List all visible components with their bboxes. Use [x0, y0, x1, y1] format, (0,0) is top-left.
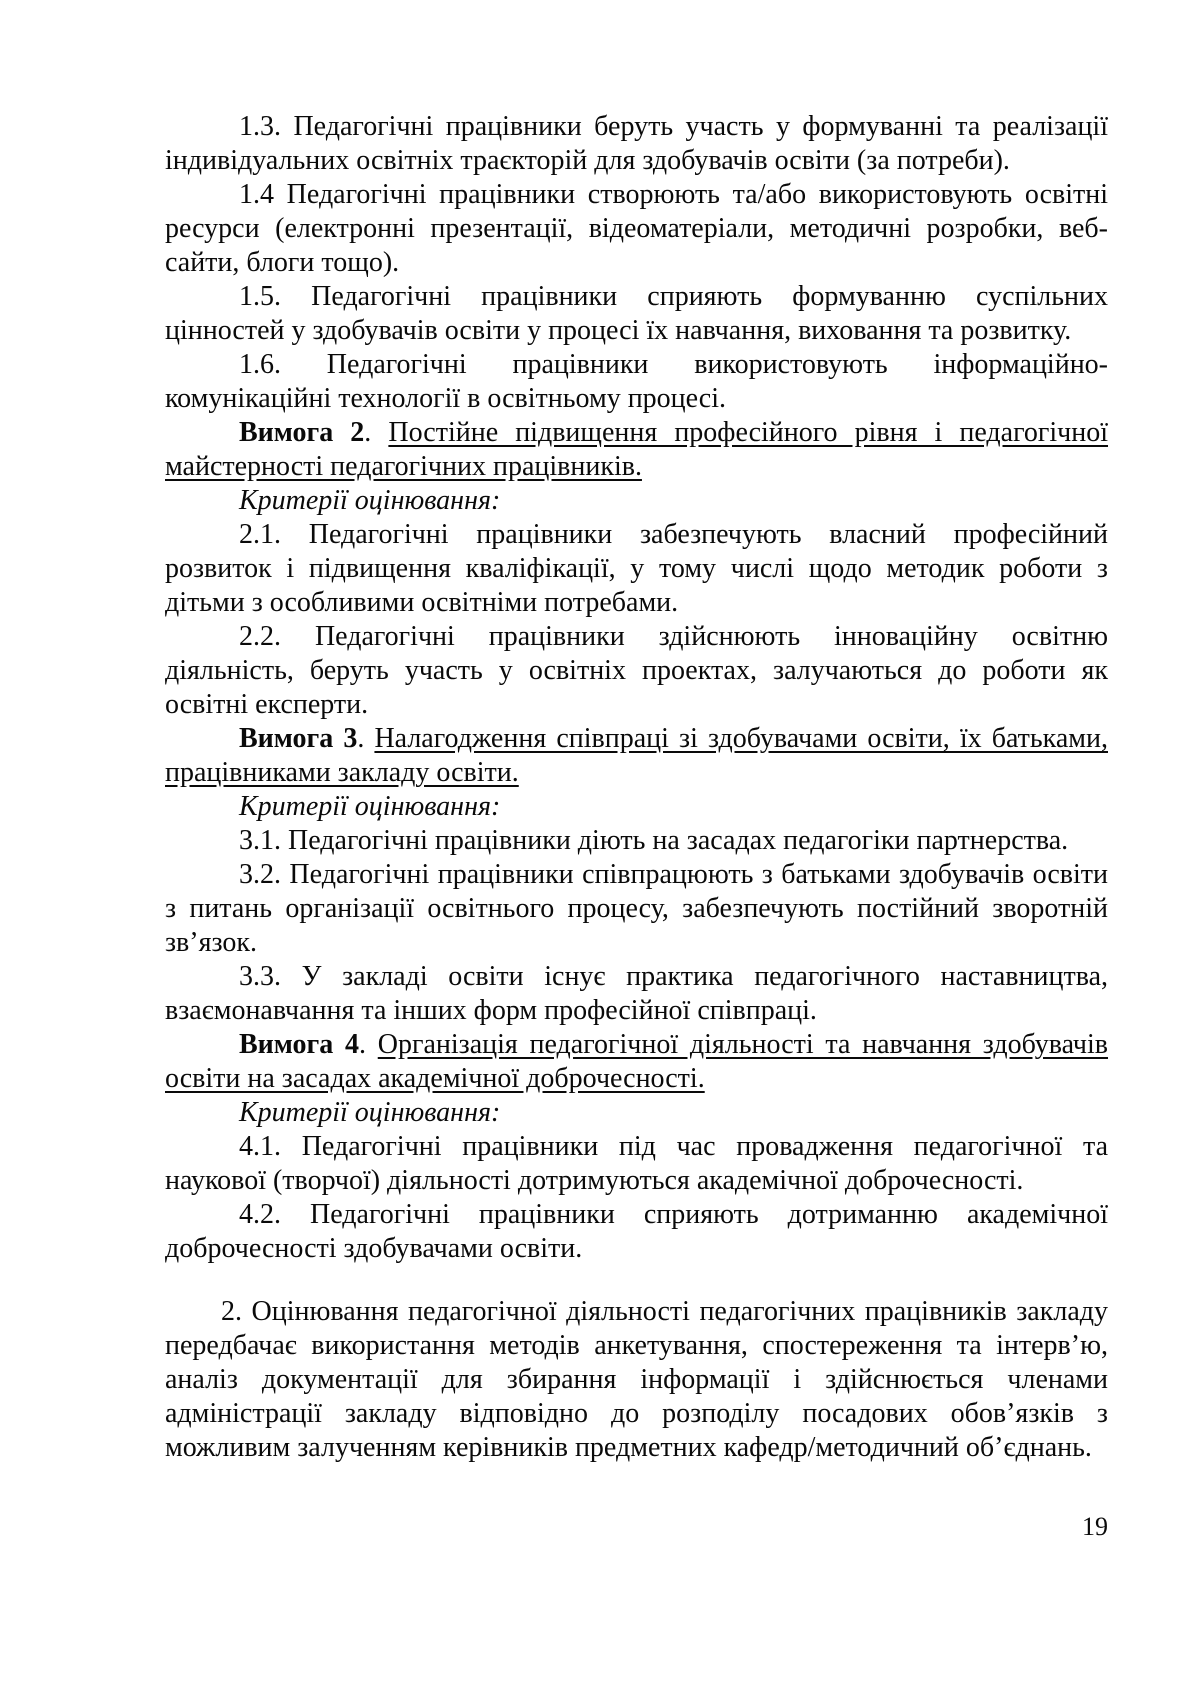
text-run-plain: 1.4 Педагогічні працівники створюють та/або використовують освітні ресурси (електронні презентації, відеоматеріали, методичні розробки, веб-сайти, блоги тощо). [165, 179, 1108, 278]
paragraph [165, 722, 1108, 790]
text-run-plain: 3.2. Педагогічні працівники співпрацюють з батьками здобувачів освіти з питань організації освітнього процесу, забезпечують постійний зворотній зв’язок. [165, 859, 1108, 958]
paragraph [165, 348, 1108, 416]
text-run-plain: 1.6. Педагогічні працівники використовують інформаційно-комунікаційні технології в освітньому процесі. [165, 349, 1108, 414]
text-run-bold: Вимога 4 [239, 1029, 359, 1060]
text-run-plain: 1.3. Педагогічні працівники беруть участь у формуванні та реалізації індивідуальних освітніх траєкторій для здобувачів освіти (за потреби). [165, 111, 1108, 176]
paragraph [165, 960, 1108, 1028]
paragraph [165, 1096, 1108, 1130]
text-run-plain: 2.1. Педагогічні працівники забезпечують власний професійний розвиток і підвищення кваліфікації, у тому числі щодо методик роботи з дітьми з особливими освітніми потребами. [165, 519, 1108, 618]
paragraph [165, 790, 1108, 824]
text-run-plain: . [357, 723, 375, 754]
text-run-plain: 3.1. Педагогічні працівники діють на засадах педагогіки партнерства. [239, 825, 1069, 856]
text-run-bold: Вимога 3 [239, 723, 358, 754]
paragraph [165, 858, 1108, 960]
document-body [165, 110, 1108, 1465]
paragraph [165, 110, 1108, 178]
text-run-italic: Критерії оцінювання: [239, 485, 501, 516]
paragraph [165, 1198, 1108, 1266]
text-run-plain: 1.5. Педагогічні працівники сприяють формуванню суспільних цінностей у здобувачів освіти у процесі їх навчання, виховання та розвитку. [165, 281, 1108, 346]
text-run-plain: . [358, 1029, 378, 1060]
paragraph [165, 178, 1108, 280]
paragraph [165, 484, 1108, 518]
paragraph [165, 1028, 1108, 1096]
text-run-underline: Організація педагогічної діяльності та навчання здобувачів освіти на засадах академічної доброчесності. [165, 1029, 1109, 1094]
paragraph [165, 518, 1108, 620]
text-run-bold: Вимога 2 [239, 417, 365, 448]
text-run-underline: Постійне підвищення професійного рівня і педагогічної майстерності педагогічних працівників. [165, 417, 1109, 482]
paragraph [165, 280, 1108, 348]
paragraph [165, 620, 1108, 722]
paragraph [165, 1295, 1108, 1465]
text-run-plain: 2.2. Педагогічні працівники здійснюють інноваційну освітню діяльність, беруть участь у освітніх проектах, залучаються до роботи як освітні експерти. [165, 621, 1108, 720]
paragraph [165, 416, 1108, 484]
page-number: 19 [1082, 1512, 1108, 1541]
text-run-plain: 4.2. Педагогічні працівники сприяють дотриманню академічної доброчесності здобувачами освіти. [165, 1199, 1108, 1264]
text-run-plain: 3.3. У закладі освіти існує практика педагогічного наставництва, взаємонавчання та інших форм професійної співпраці. [165, 961, 1108, 1026]
text-run-italic: Критерії оцінювання: [239, 791, 501, 822]
text-run-underline: Налагодження співпраці зі здобувачами освіти, їх батьками, працівниками закладу освіти. [165, 723, 1108, 788]
text-run-italic: Критерії оцінювання: [239, 1097, 501, 1128]
paragraph [165, 824, 1108, 858]
text-run-plain: 4.1. Педагогічні працівники під час провадження педагогічної та наукової (творчої) діяльності дотримуються академічної доброчесності. [165, 1131, 1108, 1196]
text-run-plain: 2. Оцінювання педагогічної діяльності педагогічних працівників закладу передбачає використання методів анкетування, спостереження та інтерв’ю, аналіз документації для збирання інформації і здійснюється членами адміністрації закладу відповідно до розподілу посадових обов’язків з можливим залученням керівників предметних кафедр/методичний об’єднань. [165, 1296, 1108, 1463]
text-run-plain: . [364, 417, 389, 448]
paragraph [165, 1130, 1108, 1198]
